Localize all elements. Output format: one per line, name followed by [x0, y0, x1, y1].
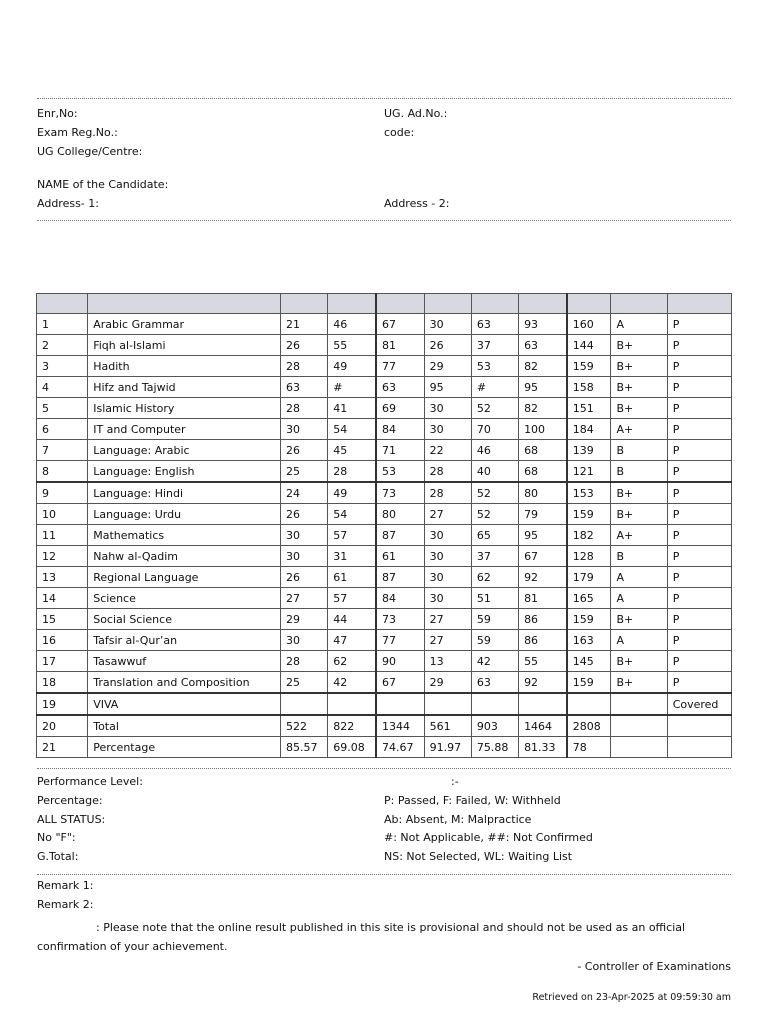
table-cell: 91.97 [424, 737, 471, 758]
table-row [37, 630, 732, 651]
remark1-label: Remark 1: [37, 879, 94, 892]
legend-title: :- [451, 775, 459, 788]
table-cell: 158 [567, 377, 611, 398]
table-cell: 9 [37, 482, 88, 504]
table-cell: 95 [519, 525, 567, 546]
table-cell: 52 [471, 482, 518, 504]
table-cell: 159 [567, 356, 611, 377]
table-cell: 55 [519, 651, 567, 672]
table-cell [424, 693, 471, 715]
table-row [37, 693, 732, 715]
table-cell: Islamic History [88, 398, 281, 419]
table-row [37, 546, 732, 567]
table-row [37, 482, 732, 504]
table-row [37, 335, 732, 356]
table-cell: 165 [567, 588, 611, 609]
table-cell: P [667, 398, 731, 419]
table-cell: 16 [37, 630, 88, 651]
table-cell: P [667, 609, 731, 630]
table-row [37, 609, 732, 630]
table-cell: 30 [281, 525, 328, 546]
table-cell: 26 [281, 567, 328, 588]
header-cell [471, 294, 518, 314]
table-cell: 22 [424, 440, 471, 461]
table-cell [281, 693, 328, 715]
ug-ad-no-label: UG. Ad.No.: [384, 107, 448, 120]
table-cell: Social Science [88, 609, 281, 630]
exam-reg-no-label: Exam Reg.No.: [37, 126, 118, 139]
table-cell: P [667, 567, 731, 588]
ug-college-label: UG College/Centre: [37, 145, 143, 158]
table-cell: 28 [281, 398, 328, 419]
table-cell: 2808 [567, 715, 611, 737]
table-cell: P [667, 588, 731, 609]
table-cell: 30 [281, 630, 328, 651]
table-cell: 26 [281, 335, 328, 356]
table-cell: 561 [424, 715, 471, 737]
legend-line-1: P: Passed, F: Failed, W: Withheld [384, 794, 561, 807]
table-cell: 30 [281, 419, 328, 440]
table-cell: 184 [567, 419, 611, 440]
table-cell: 182 [567, 525, 611, 546]
table-cell: 63 [376, 377, 424, 398]
divider-top [37, 98, 731, 99]
table-cell: # [471, 377, 518, 398]
table-cell: A+ [611, 419, 667, 440]
table-row [37, 567, 732, 588]
table-cell: 63 [281, 377, 328, 398]
table-cell: 68 [519, 440, 567, 461]
table-cell: 14 [37, 588, 88, 609]
table-cell: P [667, 335, 731, 356]
table-cell: 903 [471, 715, 518, 737]
table-cell: 2 [37, 335, 88, 356]
table-cell [519, 693, 567, 715]
table-cell [611, 693, 667, 715]
table-cell: P [667, 377, 731, 398]
table-cell: B+ [611, 377, 667, 398]
table-cell: 53 [376, 461, 424, 483]
table-cell: Language: Arabic [88, 440, 281, 461]
table-cell: 54 [328, 504, 376, 525]
table-cell: 100 [519, 419, 567, 440]
table-cell: 29 [281, 609, 328, 630]
table-cell [567, 693, 611, 715]
table-cell: 42 [328, 672, 376, 694]
table-cell: 163 [567, 630, 611, 651]
table-cell: P [667, 504, 731, 525]
table-cell: 63 [471, 672, 518, 694]
table-cell: 81 [376, 335, 424, 356]
table-cell: P [667, 356, 731, 377]
table-cell: 1 [37, 314, 88, 335]
table-cell: 95 [424, 377, 471, 398]
table-cell: B+ [611, 356, 667, 377]
table-cell: B+ [611, 398, 667, 419]
table-cell: 80 [376, 504, 424, 525]
table-cell: P [667, 461, 731, 483]
table-row [37, 504, 732, 525]
table-cell: Hadith [88, 356, 281, 377]
table-cell: 46 [328, 314, 376, 335]
table-cell [611, 715, 667, 737]
table-cell: 40 [471, 461, 518, 483]
table-cell: 159 [567, 609, 611, 630]
table-cell: 54 [328, 419, 376, 440]
address1-label: Address- 1: [37, 197, 99, 210]
table-cell: B+ [611, 651, 667, 672]
table-cell: 92 [519, 567, 567, 588]
table-cell: 18 [37, 672, 88, 694]
retrieved-timestamp: Retrieved on 23-Apr-2025 at 09:59:30 am [532, 992, 731, 1003]
table-cell: 46 [471, 440, 518, 461]
table-cell: 30 [424, 588, 471, 609]
table-cell: 41 [328, 398, 376, 419]
table-cell: 30 [281, 546, 328, 567]
divider-header-bottom [37, 220, 731, 221]
table-row [37, 356, 732, 377]
table-cell: 92 [519, 672, 567, 694]
table-cell: 21 [281, 314, 328, 335]
table-cell: A [611, 630, 667, 651]
table-cell: 65 [471, 525, 518, 546]
table-cell: 67 [376, 314, 424, 335]
header-cell [37, 294, 88, 314]
table-cell: 69.08 [328, 737, 376, 758]
header-cell [567, 294, 611, 314]
table-cell: 79 [519, 504, 567, 525]
table-cell: 1464 [519, 715, 567, 737]
table-cell: 26 [281, 440, 328, 461]
table-cell: Tafsir al-Qur’an [88, 630, 281, 651]
table-cell: B+ [611, 504, 667, 525]
table-cell: B+ [611, 482, 667, 504]
legend-line-4: NS: Not Selected, WL: Waiting List [384, 850, 573, 863]
candidate-name-label: NAME of the Candidate: [37, 178, 169, 191]
table-cell: 128 [567, 546, 611, 567]
table-cell: B [611, 440, 667, 461]
table-cell: B+ [611, 672, 667, 694]
table-cell: P [667, 672, 731, 694]
table-cell: 59 [471, 609, 518, 630]
table-cell: 5 [37, 398, 88, 419]
table-cell: 159 [567, 672, 611, 694]
table-cell: 75.88 [471, 737, 518, 758]
note-line-1: : Please note that the online result published in this site is provisional and should not be used as an official [96, 921, 686, 934]
table-cell: P [667, 440, 731, 461]
table-cell: 49 [328, 356, 376, 377]
provisional-note [37, 918, 731, 956]
table-cell: Arabic Grammar [88, 314, 281, 335]
code-label: code: [384, 126, 415, 139]
table-cell: Total [88, 715, 281, 737]
table-cell: A [611, 567, 667, 588]
table-cell: 822 [328, 715, 376, 737]
table-cell: 30 [424, 567, 471, 588]
header-cell [376, 294, 424, 314]
table-row [37, 398, 732, 419]
table-cell: 67 [519, 546, 567, 567]
table-row [37, 737, 732, 758]
table-cell: P [667, 419, 731, 440]
table-cell: 28 [424, 461, 471, 483]
note-line-2: confirmation of your achievement. [37, 940, 228, 953]
table-cell: 28 [281, 651, 328, 672]
table-cell: 17 [37, 651, 88, 672]
table-cell: A [611, 588, 667, 609]
table-cell: 144 [567, 335, 611, 356]
performance-level-label: Performance Level: [37, 775, 143, 788]
table-row [37, 419, 732, 440]
table-cell: 73 [376, 609, 424, 630]
table-cell: 52 [471, 398, 518, 419]
table-cell: Language: Urdu [88, 504, 281, 525]
table-cell: 49 [328, 482, 376, 504]
table-cell: 3 [37, 356, 88, 377]
table-cell: 15 [37, 609, 88, 630]
marks-table-body [37, 314, 732, 758]
table-cell: 28 [281, 356, 328, 377]
percentage-label: Percentage: [37, 794, 103, 807]
table-header-row [37, 294, 732, 314]
header-cell [667, 294, 731, 314]
table-cell: P [667, 630, 731, 651]
table-cell: 30 [424, 314, 471, 335]
table-cell: Language: Hindi [88, 482, 281, 504]
table-cell: 6 [37, 419, 88, 440]
table-cell: Science [88, 588, 281, 609]
header-cell [328, 294, 376, 314]
table-cell: 78 [567, 737, 611, 758]
table-cell: 95 [519, 377, 567, 398]
table-cell: 26 [424, 335, 471, 356]
table-cell: 82 [519, 356, 567, 377]
table-cell: 87 [376, 567, 424, 588]
table-cell: 51 [471, 588, 518, 609]
table-cell [328, 693, 376, 715]
divider-summary-top [37, 768, 731, 769]
table-cell: P [667, 651, 731, 672]
table-cell: 10 [37, 504, 88, 525]
table-cell: 53 [471, 356, 518, 377]
table-cell: 11 [37, 525, 88, 546]
table-cell: 13 [424, 651, 471, 672]
table-cell: 13 [37, 567, 88, 588]
table-cell: Regional Language [88, 567, 281, 588]
header-cell [88, 294, 281, 314]
table-cell: 19 [37, 693, 88, 715]
table-cell: 28 [328, 461, 376, 483]
table-cell: P [667, 314, 731, 335]
enr-no-label: Enr,No: [37, 107, 78, 120]
table-cell: Nahw al-Qadim [88, 546, 281, 567]
table-cell [667, 715, 731, 737]
table-cell: 90 [376, 651, 424, 672]
table-cell: 45 [328, 440, 376, 461]
table-row [37, 377, 732, 398]
all-status-label: ALL STATUS: [37, 813, 106, 826]
table-cell: 25 [281, 461, 328, 483]
table-cell: 145 [567, 651, 611, 672]
table-cell: 82 [519, 398, 567, 419]
table-cell: 179 [567, 567, 611, 588]
table-cell: 30 [424, 419, 471, 440]
table-cell: 1344 [376, 715, 424, 737]
remark2-label: Remark 2: [37, 898, 94, 911]
table-row [37, 440, 732, 461]
table-cell: 27 [424, 609, 471, 630]
table-cell: B [611, 546, 667, 567]
table-cell: 52 [471, 504, 518, 525]
table-cell: 29 [424, 356, 471, 377]
table-cell: 37 [471, 546, 518, 567]
table-cell: 160 [567, 314, 611, 335]
table-cell: 7 [37, 440, 88, 461]
table-row [37, 461, 732, 483]
table-cell: 26 [281, 504, 328, 525]
table-cell: Fiqh al-Islami [88, 335, 281, 356]
table-cell: B [611, 461, 667, 483]
table-cell: 42 [471, 651, 518, 672]
table-cell: IT and Computer [88, 419, 281, 440]
table-cell: A+ [611, 525, 667, 546]
header-cell [424, 294, 471, 314]
table-cell: 57 [328, 525, 376, 546]
table-cell: A [611, 314, 667, 335]
no-f-label: No "F": [37, 831, 76, 844]
table-cell: 47 [328, 630, 376, 651]
table-cell: 30 [424, 525, 471, 546]
table-cell: 27 [281, 588, 328, 609]
table-cell: 4 [37, 377, 88, 398]
table-cell: 68 [519, 461, 567, 483]
legend-line-3: #: Not Applicable, ##: Not Confirmed [384, 831, 593, 844]
table-cell: P [667, 482, 731, 504]
table-cell: 21 [37, 737, 88, 758]
table-cell: 57 [328, 588, 376, 609]
table-row [37, 651, 732, 672]
table-cell: 84 [376, 588, 424, 609]
table-cell: 55 [328, 335, 376, 356]
table-cell [611, 737, 667, 758]
table-cell: 85.57 [281, 737, 328, 758]
table-cell: 12 [37, 546, 88, 567]
table-cell: 62 [328, 651, 376, 672]
table-cell: Hifz and Tajwid [88, 377, 281, 398]
table-cell: 86 [519, 630, 567, 651]
table-cell: Percentage [88, 737, 281, 758]
table-cell [471, 693, 518, 715]
table-cell: 63 [519, 335, 567, 356]
table-cell: P [667, 525, 731, 546]
table-cell: 153 [567, 482, 611, 504]
table-cell: 27 [424, 630, 471, 651]
divider-summary-bottom [37, 874, 731, 875]
table-cell: B+ [611, 609, 667, 630]
table-cell [376, 693, 424, 715]
table-cell: 59 [471, 630, 518, 651]
table-cell: 31 [328, 546, 376, 567]
header-cell [611, 294, 667, 314]
address2-label: Address - 2: [384, 197, 450, 210]
table-cell: 20 [37, 715, 88, 737]
table-cell: B+ [611, 335, 667, 356]
table-cell: 28 [424, 482, 471, 504]
table-row [37, 314, 732, 335]
g-total-label: G.Total: [37, 850, 79, 863]
table-cell: 44 [328, 609, 376, 630]
table-cell: 93 [519, 314, 567, 335]
table-cell: 25 [281, 672, 328, 694]
table-cell: 81 [519, 588, 567, 609]
header-cell [519, 294, 567, 314]
table-cell: 139 [567, 440, 611, 461]
table-cell: Mathematics [88, 525, 281, 546]
table-cell: 151 [567, 398, 611, 419]
legend-line-2: Ab: Absent, M: Malpractice [384, 813, 532, 826]
table-cell: 80 [519, 482, 567, 504]
table-cell: 77 [376, 356, 424, 377]
table-cell: 87 [376, 525, 424, 546]
table-cell: Tasawwuf [88, 651, 281, 672]
controller-signature: - Controller of Examinations [577, 960, 731, 973]
table-cell: 77 [376, 630, 424, 651]
table-cell: VIVA [88, 693, 281, 715]
table-cell: Translation and Composition [88, 672, 281, 694]
table-cell: 61 [376, 546, 424, 567]
table-cell: 69 [376, 398, 424, 419]
table-cell: 71 [376, 440, 424, 461]
table-cell: 159 [567, 504, 611, 525]
table-cell: 61 [328, 567, 376, 588]
table-cell: 63 [471, 314, 518, 335]
table-cell: 81.33 [519, 737, 567, 758]
table-cell: Language: English [88, 461, 281, 483]
header-cell [281, 294, 328, 314]
table-cell: 121 [567, 461, 611, 483]
table-cell: # [328, 377, 376, 398]
table-cell: 8 [37, 461, 88, 483]
table-cell: 522 [281, 715, 328, 737]
table-cell: 84 [376, 419, 424, 440]
marks-table [36, 293, 732, 758]
table-row [37, 672, 732, 694]
table-cell: 24 [281, 482, 328, 504]
table-cell: 30 [424, 398, 471, 419]
table-row [37, 525, 732, 546]
table-cell: 62 [471, 567, 518, 588]
table-cell: 67 [376, 672, 424, 694]
table-cell: 29 [424, 672, 471, 694]
table-cell: 70 [471, 419, 518, 440]
table-cell: 86 [519, 609, 567, 630]
table-cell: 74.67 [376, 737, 424, 758]
table-cell: Covered [667, 693, 731, 715]
table-cell: 73 [376, 482, 424, 504]
table-cell [667, 737, 731, 758]
table-cell: 27 [424, 504, 471, 525]
table-cell: 30 [424, 546, 471, 567]
table-row [37, 588, 732, 609]
table-cell: P [667, 546, 731, 567]
table-cell: 37 [471, 335, 518, 356]
table-row [37, 715, 732, 737]
